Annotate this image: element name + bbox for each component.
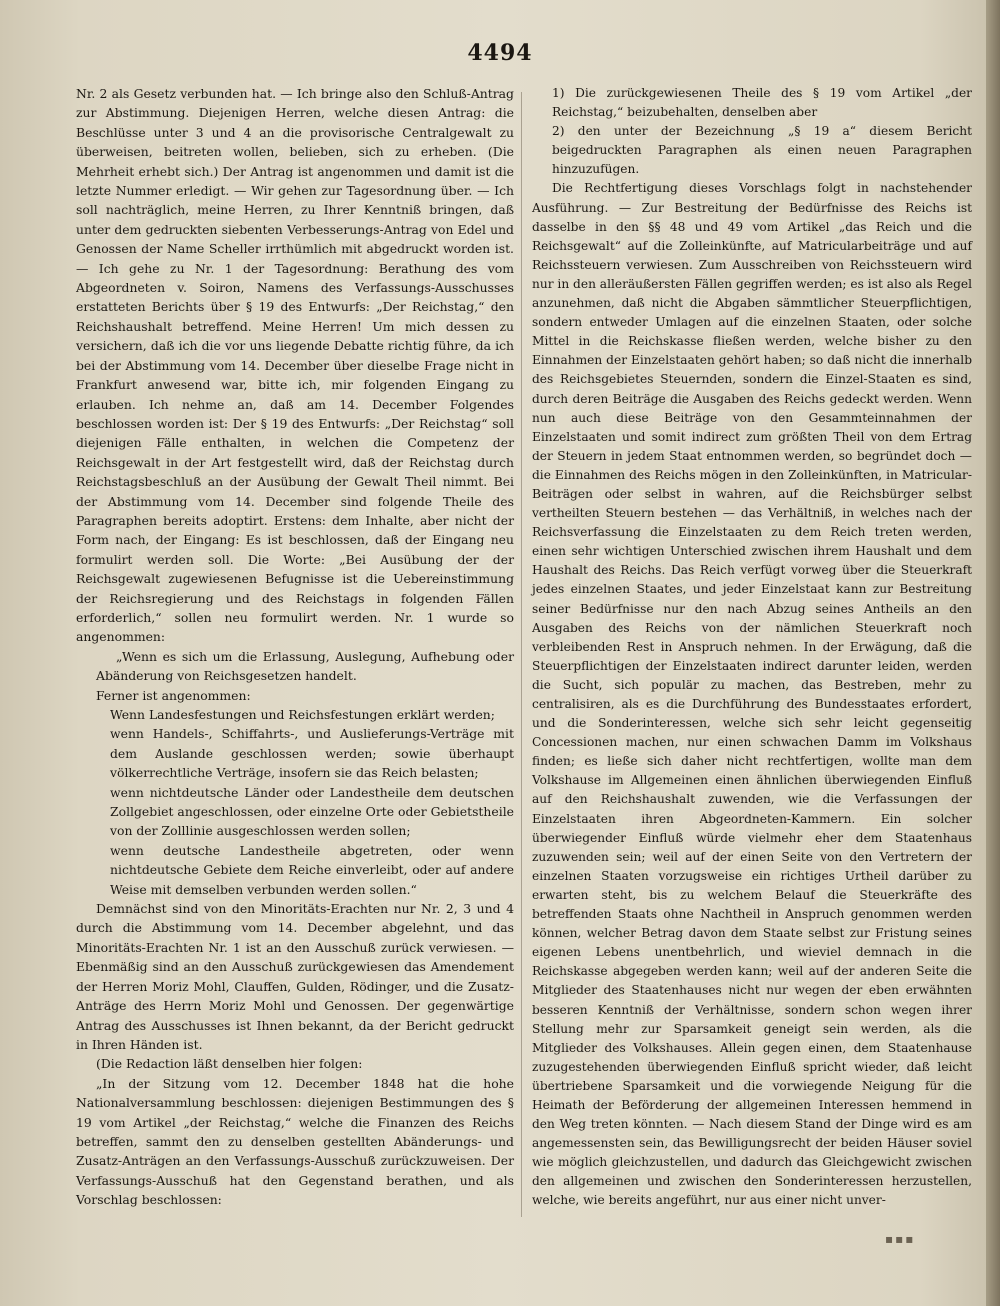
quoted-clause: Wenn Landesfestungen und Reichsfestungen erklärt werden; <box>110 707 495 722</box>
quoted-clause: wenn nichtdeutsche Länder oder Landestheile dem deutschen Zollgebiet angeschlossen, oder einzelne Orte oder Gebietstheile von der Zolllinie ausgeschlossen werden sollen; <box>110 784 514 839</box>
proposal-item: 2) den unter der Bezeichnung „§ 19 a“ diesem Bericht beigedruckten Paragraphen als einen neuen Paragraphen hinzuzufügen. <box>552 124 972 177</box>
paragraph: Nr. 2 als Gesetz verbunden hat. — Ich bringe also den Schluß-Antrag zur Abstimmung. Diejenigen Herren, welche diesen Antrag: die Beschlüsse unter 3 und 4 an die provisorische Centralgewalt zu überweisen, beitreten wollen, belieben, sich zu erheben. (Die Mehrheit erhebt sich.) Der Antrag ist angenommen und damit ist die letzte Nummer erledigt. — Wir gehen zur Tagesordnung über. — Ich soll nachträglich, meine Herren, zu Ihrer Kenntniß bringen, daß unter dem gedruckten siebenten Verbesserungs-Antrag von Edel und Genossen der Name Scheller irrthümlich mit abgedruckt worden ist. — Ich gehe zu Nr. 1 der Tagesordnung: Berathung des vom Abgeordneten v. Soiron, Namens des Verfassungs-Ausschusses erstatteten Berichts über § 19 des Entwurfs: „Der Reichstag,“ den Reichshaushalt betreffend. Meine Herren! Um mich dessen zu versichern, daß ich die vor uns liegende Debatte richtig führe, da ich bei der Abstimmung vom 14. December über dieselbe Frage nicht in Frankfurt anwesend war, bitte ich, mir folgenden Eingang zu erlauben. Ich nehme an, daß am 14. December Folgendes beschlossen worden ist: Der § 19 des Entwurfs: „Der Reichstag“ soll diejenigen Fälle enthalten, in welchen die Competenz der Reichsgewalt in der Art festgestellt wird, daß der Reichstag durch Reichstagsbeschluß an der Ausübung der Gewalt Theil nimmt. Bei der Abstimmung vom 14. December sind folgende Theile des Paragraphen bereits adoptirt. Erstens: dem Inhalte, aber nicht der Form nach, der Eingang: Es ist beschlossen, daß der Eingang neu formulirt werden soll. Die Worte: „Bei Ausübung der der Reichsgewalt zugewiesenen Befugnisse ist die Uebereinstimmung der Reichsregierung und des Reichstags in folgenden Fällen erforderlich,“ sollen neu formulirt werden. Nr. 1 wurde so angenommen: <box>76 86 514 645</box>
left-column <box>76 84 514 1210</box>
paragraph: Die Rechtfertigung dieses Vorschlags folgt in nachstehender Ausführung. — Zur Bestreitung der Bedürfnisse des Reichs ist dasselbe in den §§ 48 und 49 vom Artikel „das Reich und die Reichsgewalt“ auf die Zolleinkünfte, auf Matricularbeiträge und auf Reichssteuern verwiesen. Zum Ausschreiben von Reichssteuern wird nur in den alleräußersten Fällen gegriffen werden; es ist also als Regel anzunehmen, daß nicht die Abgaben sämmtlicher Steuerpflichtigen, sondern entweder Umlagen auf die einzelnen Staaten, oder solche Mittel in die Reichskasse fließen werden, welche bisher zu den Einnahmen der Einzelstaaten gehört haben; so daß nicht die innerhalb des Reichsgebietes Steuernden, sondern die Einzel-Staaten es sind, durch deren Beiträge die Ausgaben des Reichs gedeckt werden. Wenn nun auch diese Beiträge von den Gesammteinnahmen der Einzelstaaten und somit indirect zum größten Theil von dem Ertrag der Steuern in jedem Staat entnommen werden, so begründet doch — die Einnahmen des Reichs mögen in den Zolleinkünften, in Matricular-Beiträgen oder selbst in wahren, auf die Reichsbürger selbst vertheilten Steuern bestehen — das Verhältniß, in welches nach der Reichsverfassung die Einzelstaaten zu dem Reich treten werden, einen sehr wichtigen Unterschied zwischen ihrem Haushalt und dem Haushalt des Reichs. Das Reich verfügt vorweg über die Steuerkraft jedes einzelnen Staates, und jeder Einzelstaat kann zur Bestreitung seiner Bedürfnisse nur den nach Abzug seines Antheils an den Ausgaben des Reichs von der nämlichen Steuerkraft noch verbleibenden Rest in Anspruch nehmen. In der Erwägung, daß die Steuerpflichtigen der Einzelstaaten indirect darunter leiden, werden die Sucht, sich populär zu machen, das Bestreben, mehr zu centralisiren, als es die Durchführung des Bundesstaates erfordert, und die Sonderinteressen, welche sich sehr leicht gegenseitig Concessionen machen, nur einen schwachen Damm im Volkshaus finden; es ließe sich daher nicht rechtfertigen, wollte man dem Volkshause im Allgemeinen einen ähnlichen überwiegenden Einfluß auf den Reichshaushalt zuwenden, wie die Verfassungen der Einzelstaaten ihren Abgeordneten-Kammern. Ein solcher überwiegender Einfluß würde vielmehr eher dem Staatenhaus zuzuwenden sein; weil auf der einen Seite von den Vertretern der einzelnen Staaten vorzugsweise ein richtiges Urtheil darüber zu erwarten steht, bis zu welchem Belauf die Steuerkräfte des betreffenden Staats ohne Nachtheil in Anspruch genommen werden können, welcher Betrag davon dem Staate selbst zur Fristung seines eigenen Lebens unentbehrlich, und wieviel demnach in die Reichskasse abgegeben werden kann; weil auf der anderen Seite die Mitglieder des Staatenhauses nicht nur wegen der eben erwähnten besseren Kenntniß der Verhältnisse, sondern schon wegen ihrer Stellung mehr zur Sparsamkeit geneigt sein werden, als die Mitglieder des Volkshauses. Allein gegen einen, dem Staatenhause zuzugestehenden überwiegenden Einfluß spricht wieder, daß leicht übertriebene Sparsamkeit und die vorwiegende Neigung für die Heimath der Beförderung der allgemeinen Interessen hemmend in den Weg treten könnten. — Nach diesem Stand der Dinge wird es am angemessensten sein, das Bewilligungsrecht der beiden Häuser soviel wie möglich gleichzustellen, und dadurch das Gleichgewicht zwischen den allgemeinen und zwischen den Sonderinteressen herzustellen, welche, wie bereits angeführt, nur aus einer nicht unver- <box>532 181 972 1208</box>
page-number: 4494 <box>467 40 533 66</box>
right-column <box>532 84 972 1211</box>
quoted-clause: „Wenn es sich um die Erlassung, Auslegung, Aufhebung oder Abänderung von Reichsgesetzen handelt. <box>96 648 514 684</box>
quoted-clause: wenn deutsche Landestheile abgetreten, oder wenn nichtdeutsche Gebiete dem Reiche einverleibt, oder auf andere Weise mit demselben verbunden werden sollen.“ <box>110 842 514 897</box>
print-mark: ▪▪▪ <box>885 1232 916 1246</box>
editorial-note: (Die Redaction läßt denselben hier folgen: <box>96 1056 363 1072</box>
proposal-item: 1) Die zurückgewiesenen Theile des § 19 vom Artikel „der Reichstag,“ beizubehalten, denselben aber <box>552 86 972 120</box>
column-divider <box>521 92 522 1217</box>
quoted-clause: wenn Handels-, Schiffahrts-, und Auslieferungs-Verträge mit dem Auslande geschlossen werden; sowie überhaupt völkerrechtliche Verträge, insofern sie das Reich belasten; <box>110 726 514 781</box>
report-quote: „In der Sitzung vom 12. December 1848 hat die hohe Nationalversammlung beschlossen: diejenigen Bestimmungen des § 19 vom Artikel „der Reichstag,“ welche die Finanzen des Reichs betreffen, sammt den zu denselben gestellten Abänderungs- und Zusatz-Anträgen an den Verfassungs-Ausschuß zurückzuweisen. Der Verfassungs-Ausschuß hat den Gegenstand berathen, und als Vorschlag beschlossen: <box>76 1075 514 1208</box>
page-edge <box>986 0 1000 1306</box>
paragraph: Ferner ist angenommen: <box>96 687 251 703</box>
paragraph: Demnächst sind von den Minoritäts-Erachten nur Nr. 2, 3 und 4 durch die Abstimmung vom 14. December abgelehnt, und das Minoritäts-Erachten Nr. 1 ist an den Ausschuß zurück verwiesen. — Ebenmäßig sind an den Ausschuß zurückgewiesen das Amendement der Herren Moriz Mohl, Clauffen, Gulden, Rödinger, und die Zusatz-Anträge des Herrn Moriz Mohl und Genossen. Der gegenwärtige Antrag des Ausschusses ist Ihnen bekannt, da der Bericht gedruckt in Ihren Händen ist. <box>76 901 514 1052</box>
